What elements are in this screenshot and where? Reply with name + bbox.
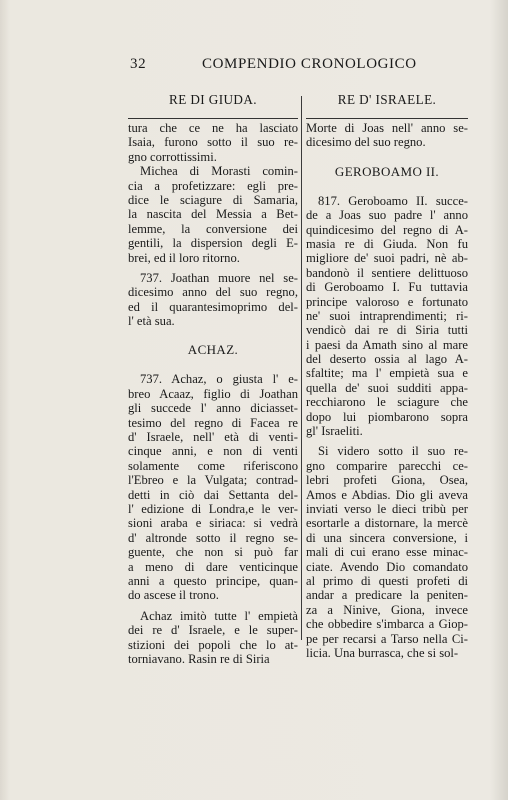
text-line: ciate. Avendo Dio comandato bbox=[306, 559, 468, 574]
text-line: 817. Geroboamo II. succe- bbox=[318, 193, 468, 208]
text-line: quella de' suoi sudditi appa- bbox=[306, 380, 468, 395]
right-column bbox=[306, 92, 468, 660]
text-line: esortarle a distornare, la mercè bbox=[306, 516, 468, 531]
text-line: Amos e Abdias. Dio gli aveva bbox=[306, 487, 468, 502]
right-paragraph-c bbox=[306, 444, 468, 660]
right-column-heading: RE D' ISRAELE. bbox=[337, 92, 437, 107]
right-heading-rule bbox=[306, 118, 468, 119]
text-line: cia a profetizzare: egli pre- bbox=[128, 178, 298, 193]
text-line: dicesimo del suo regno. bbox=[306, 135, 426, 150]
left-column bbox=[128, 92, 298, 666]
text-line: inviati verso le dieci tribù per bbox=[306, 501, 468, 516]
text-line: ne' suoi intraprendimenti; ri- bbox=[306, 308, 468, 323]
text-line: del deserto ossia al lago A- bbox=[306, 352, 468, 367]
text-line: la nascita del Messia a Bet- bbox=[128, 207, 298, 222]
text-line: Isaia, furono sotto il suo re- bbox=[128, 135, 298, 150]
text-line: Morte di Joas nell' anno se- bbox=[306, 121, 468, 135]
left-paragraph-b bbox=[128, 164, 298, 265]
text-line: za a Ninive, Giona, invece bbox=[306, 602, 468, 617]
left-paragraph-a bbox=[128, 121, 298, 164]
text-line: breo Acaaz, figlio di Joathan bbox=[128, 386, 298, 401]
section-heading-achaz: ACHAZ. bbox=[187, 342, 239, 358]
running-header bbox=[130, 56, 470, 76]
text-line: bandonò il sentiere delittuoso bbox=[306, 265, 468, 280]
text-line: anni a questo principe, quan- bbox=[128, 573, 298, 588]
text-line: gno comparire parecchi ce- bbox=[306, 458, 468, 473]
left-paragraph-c bbox=[128, 271, 298, 329]
text-line: di Geroboamo I. Fu tuttavia bbox=[306, 280, 468, 295]
text-line: dopo lui piombarono sopra bbox=[306, 409, 468, 424]
page-number: 32 bbox=[130, 56, 147, 72]
right-paragraph-b bbox=[306, 194, 468, 439]
text-line: tura che ce ne ha lasciato bbox=[128, 121, 298, 135]
text-line: torniavano. Rasin re di Siria bbox=[128, 651, 270, 666]
text-line: masia re di Giuda. Non fu bbox=[306, 236, 468, 251]
running-title: COMPENDIO CRONOLOGICO bbox=[202, 56, 417, 72]
text-line: Michea di Morasti comin- bbox=[140, 164, 298, 179]
text-line: dicesimo anno del suo regno, bbox=[128, 285, 298, 300]
left-column-heading: RE DI GIUDA. bbox=[169, 92, 257, 107]
text-line: che obbedire s'imbarca a Giop- bbox=[306, 617, 468, 632]
text-line: gentili, la dispersion degli E- bbox=[128, 236, 298, 251]
left-heading-rule bbox=[128, 118, 298, 119]
text-line: pe per recarsi a Tarso nella Ci- bbox=[306, 631, 468, 646]
text-line: a meno di dare venticinque bbox=[128, 559, 298, 574]
text-line: recchiarono le sciagure che bbox=[306, 395, 468, 410]
text-line: gno corrottissimi. bbox=[128, 149, 217, 164]
text-line: lebri profeti Giona, Osea, bbox=[306, 473, 468, 488]
text-line: dei re d' Israele, e le super- bbox=[128, 623, 298, 638]
text-line: Achaz imitò tutte l' empietà bbox=[140, 608, 298, 623]
left-paragraph-e bbox=[128, 609, 298, 667]
text-line: sioni araba e siriaca: si vedrà bbox=[128, 516, 298, 531]
text-line: l'Ebreo e la Vulgata; contrad- bbox=[128, 473, 298, 488]
text-line: i paesi da Amath sino al mare bbox=[306, 337, 468, 352]
text-line: di una sincera conversione, i bbox=[306, 530, 468, 545]
text-line: licia. Una burrasca, che si sol- bbox=[306, 645, 459, 660]
text-line: solamente come riferiscono bbox=[128, 458, 298, 473]
text-line: vendicò dai re di Siria tutti bbox=[306, 323, 468, 338]
text-line: l' età sua. bbox=[128, 314, 175, 329]
text-line: andar a predicare la peniten- bbox=[306, 588, 468, 603]
text-line: gl' Israeliti. bbox=[306, 424, 363, 439]
text-line: mali di cui erano esse minac- bbox=[306, 545, 468, 560]
text-line: 737. Joathan muore nel se- bbox=[140, 270, 298, 285]
text-line: brei, ed il loro ritorno. bbox=[128, 250, 240, 265]
text-line: Si videro sotto il suo re- bbox=[318, 444, 468, 459]
text-line: do ascese il trono. bbox=[128, 588, 219, 603]
text-line: stizioni dei popoli che lo at- bbox=[128, 637, 298, 652]
left-paragraph-d bbox=[128, 372, 298, 602]
text-line: ed il quarantesimoprimo del- bbox=[128, 299, 298, 314]
section-heading-geroboamo: GEROBOAMO II. bbox=[334, 163, 440, 179]
text-line: principe valoroso e fortunato bbox=[306, 294, 468, 309]
text-line: dice le sciagure di Samaria, bbox=[128, 192, 298, 207]
text-line: quindicesimo del regno di A- bbox=[306, 222, 468, 237]
text-line: sfaltite; ma l' empietà sua e bbox=[306, 366, 468, 381]
text-line: de a Joas suo padre l' anno bbox=[306, 208, 468, 223]
text-line: guente, che non si può far bbox=[128, 545, 298, 560]
text-line: lemme, la conversione dei bbox=[128, 221, 298, 236]
text-line: d' Israele, nell' età di venti- bbox=[128, 430, 298, 445]
text-line: gli succede l' anno diciasset- bbox=[128, 401, 298, 416]
column-divider bbox=[301, 96, 302, 640]
text-line: l' edizione di Londra,e le ver- bbox=[128, 501, 298, 516]
right-paragraph-a bbox=[306, 121, 468, 150]
text-line: tesimo del regno di Facea re bbox=[128, 415, 298, 430]
text-line: migliore de' suoi padri, nè ab- bbox=[306, 251, 468, 266]
text-line: al primo di questi profeti di bbox=[306, 573, 468, 588]
text-line: detti in ciò dai Settanta del- bbox=[128, 487, 298, 502]
text-line: 737. Achaz, o giusta l' e- bbox=[140, 372, 298, 387]
text-line: cinque anni, e non di venti bbox=[128, 444, 298, 459]
text-line: d' altronde sotto il regno se- bbox=[128, 530, 298, 545]
